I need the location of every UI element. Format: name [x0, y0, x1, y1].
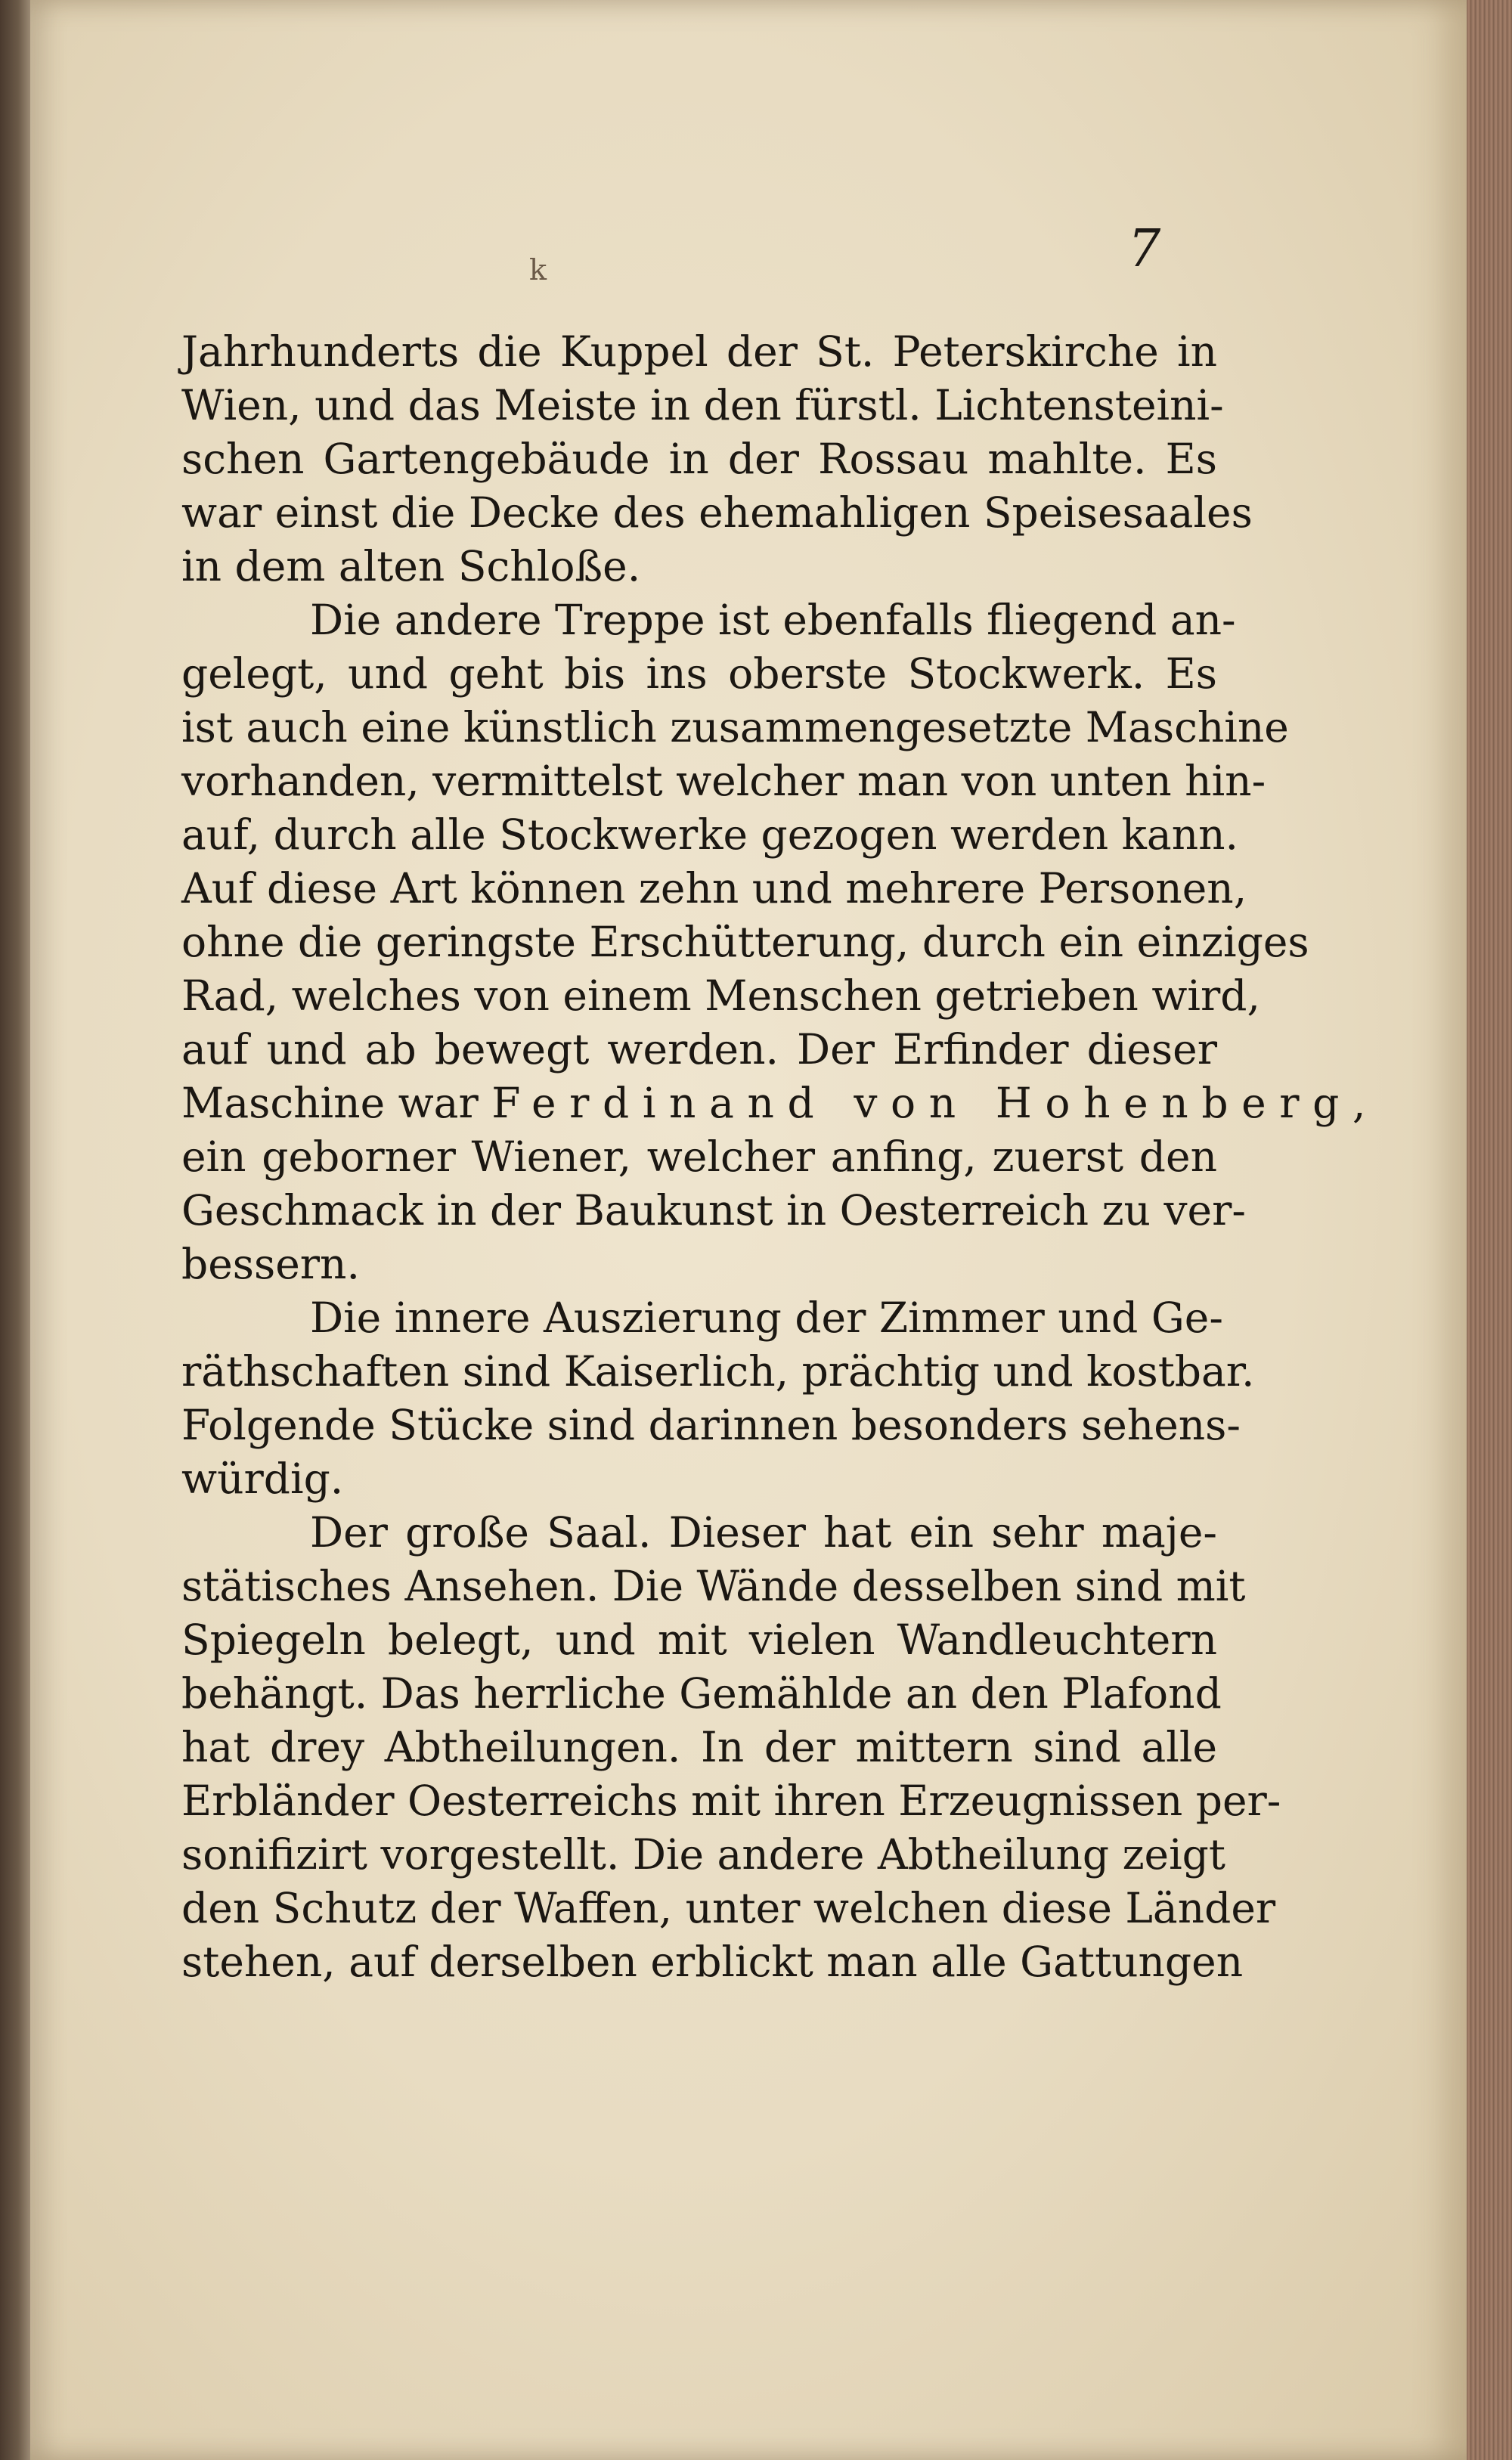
text-line-content: Die innere Auszierung der Zimmer und Ge-: [310, 1294, 1223, 1342]
text-line: [181, 1452, 1217, 1506]
text-line: [181, 1560, 1246, 1613]
text-line: [181, 379, 1224, 432]
page-edges: [1467, 0, 1512, 2460]
text-line: [181, 1721, 1217, 1774]
page-number: 7: [1128, 219, 1161, 279]
text-line: [181, 1023, 1217, 1077]
text-line-content: in dem alten Schloße.: [181, 542, 641, 590]
text-line-content: hat drey Abtheilungen. In der mittern sind alle: [181, 1723, 1217, 1771]
text-line: [181, 540, 1217, 593]
spaced-name: Ferdinand von Hohenberg,: [491, 1079, 1380, 1127]
text-line-content: auf und ab bewegt werden. Der Erfinder dieser: [181, 1025, 1217, 1074]
text-line-content: Spiegeln belegt, und mit vielen Wandleuchtern: [181, 1616, 1217, 1664]
text-line: [181, 1130, 1217, 1184]
text-line: [181, 1613, 1217, 1667]
text-line: [181, 593, 1236, 647]
text-line: [181, 1077, 1380, 1130]
text-line-content: behängt. Das herrliche Gemählde an den Plafond: [181, 1669, 1222, 1718]
text-line-content: Erbländer Oesterreichs mit ihren Erzeugnissen per-: [181, 1777, 1281, 1825]
text-line: [181, 1882, 1276, 1935]
text-line: [181, 432, 1217, 486]
text-line: [181, 1828, 1225, 1882]
text-line: [181, 1506, 1217, 1560]
text-line: [181, 486, 1253, 540]
text-line-content: schen Gartengebäude in der Rossau mahlte. Es: [181, 435, 1217, 483]
text-line-content: bessern.: [181, 1240, 360, 1288]
text-line: [181, 1291, 1223, 1345]
text-line: [181, 969, 1260, 1023]
printer-mark: k: [529, 253, 547, 287]
text-line-content: vorhanden, vermittelst welcher man von unten hin-: [181, 757, 1266, 805]
text-line: [181, 701, 1289, 754]
text-line: [181, 325, 1217, 379]
text-line-content: Wien, und das Meiste in den fürstl. Lichtensteini-: [181, 381, 1224, 429]
text-line-content: stätisches Ansehen. Die Wände desselben sind mit: [181, 1562, 1246, 1610]
text-line-content: stehen, auf derselben erblickt man alle Gattungen: [181, 1938, 1244, 1986]
text-line-content: Rad, welches von einem Menschen getrieben wird,: [181, 971, 1260, 1020]
book-spine: [0, 0, 30, 2460]
text-line-content: ohne die geringste Erschütterung, durch ein einziges: [181, 918, 1309, 966]
text-line-content: Die andere Treppe ist ebenfalls fliegend an-: [310, 596, 1236, 644]
text-line: [181, 1399, 1241, 1452]
text-line-content: Maschine war: [181, 1079, 479, 1127]
text-line-content: den Schutz der Waffen, unter welchen diese Länder: [181, 1884, 1276, 1932]
text-line-content: gelegt, und geht bis ins oberste Stockwerk. Es: [181, 649, 1217, 698]
text-line-content: ein geborner Wiener, welcher anfing, zuerst den: [181, 1132, 1217, 1181]
text-line: [181, 862, 1247, 916]
text-line: [181, 1667, 1222, 1721]
text-line-content: Geschmack in der Baukunst in Oesterreich zu ver-: [181, 1186, 1246, 1235]
text-line-content: ist auch eine künstlich zusammengesetzte Maschine: [181, 703, 1289, 751]
text-line-content: Auf diese Art können zehn und mehrere Personen,: [181, 864, 1247, 912]
text-line-content: sonifizirt vorgestellt. Die andere Abtheilung zeigt: [181, 1830, 1225, 1879]
text-line-content: auf, durch alle Stockwerke gezogen werden kann.: [181, 810, 1239, 859]
body-text: [181, 325, 1380, 1989]
text-line-content: räthschaften sind Kaiserlich, prächtig und kostbar.: [181, 1347, 1255, 1396]
text-line-content: Jahrhunderts die Kuppel der St. Peterskirche in: [181, 327, 1217, 376]
text-line: [181, 1184, 1246, 1238]
text-line: [181, 1238, 1217, 1291]
text-line-content: würdig.: [181, 1455, 344, 1503]
text-line-content: Folgende Stücke sind darinnen besonders sehens-: [181, 1401, 1241, 1449]
text-line-content: war einst die Decke des ehemahligen Speisesaales: [181, 488, 1253, 537]
text-line: [181, 1935, 1244, 1989]
text-line: [181, 754, 1266, 808]
text-line: [181, 916, 1309, 969]
text-line: [181, 1774, 1281, 1828]
text-line: [181, 1345, 1255, 1399]
text-line: [181, 808, 1239, 862]
text-line-content: Der große Saal. Dieser hat ein sehr maje-: [310, 1508, 1217, 1557]
text-line: [181, 647, 1217, 701]
